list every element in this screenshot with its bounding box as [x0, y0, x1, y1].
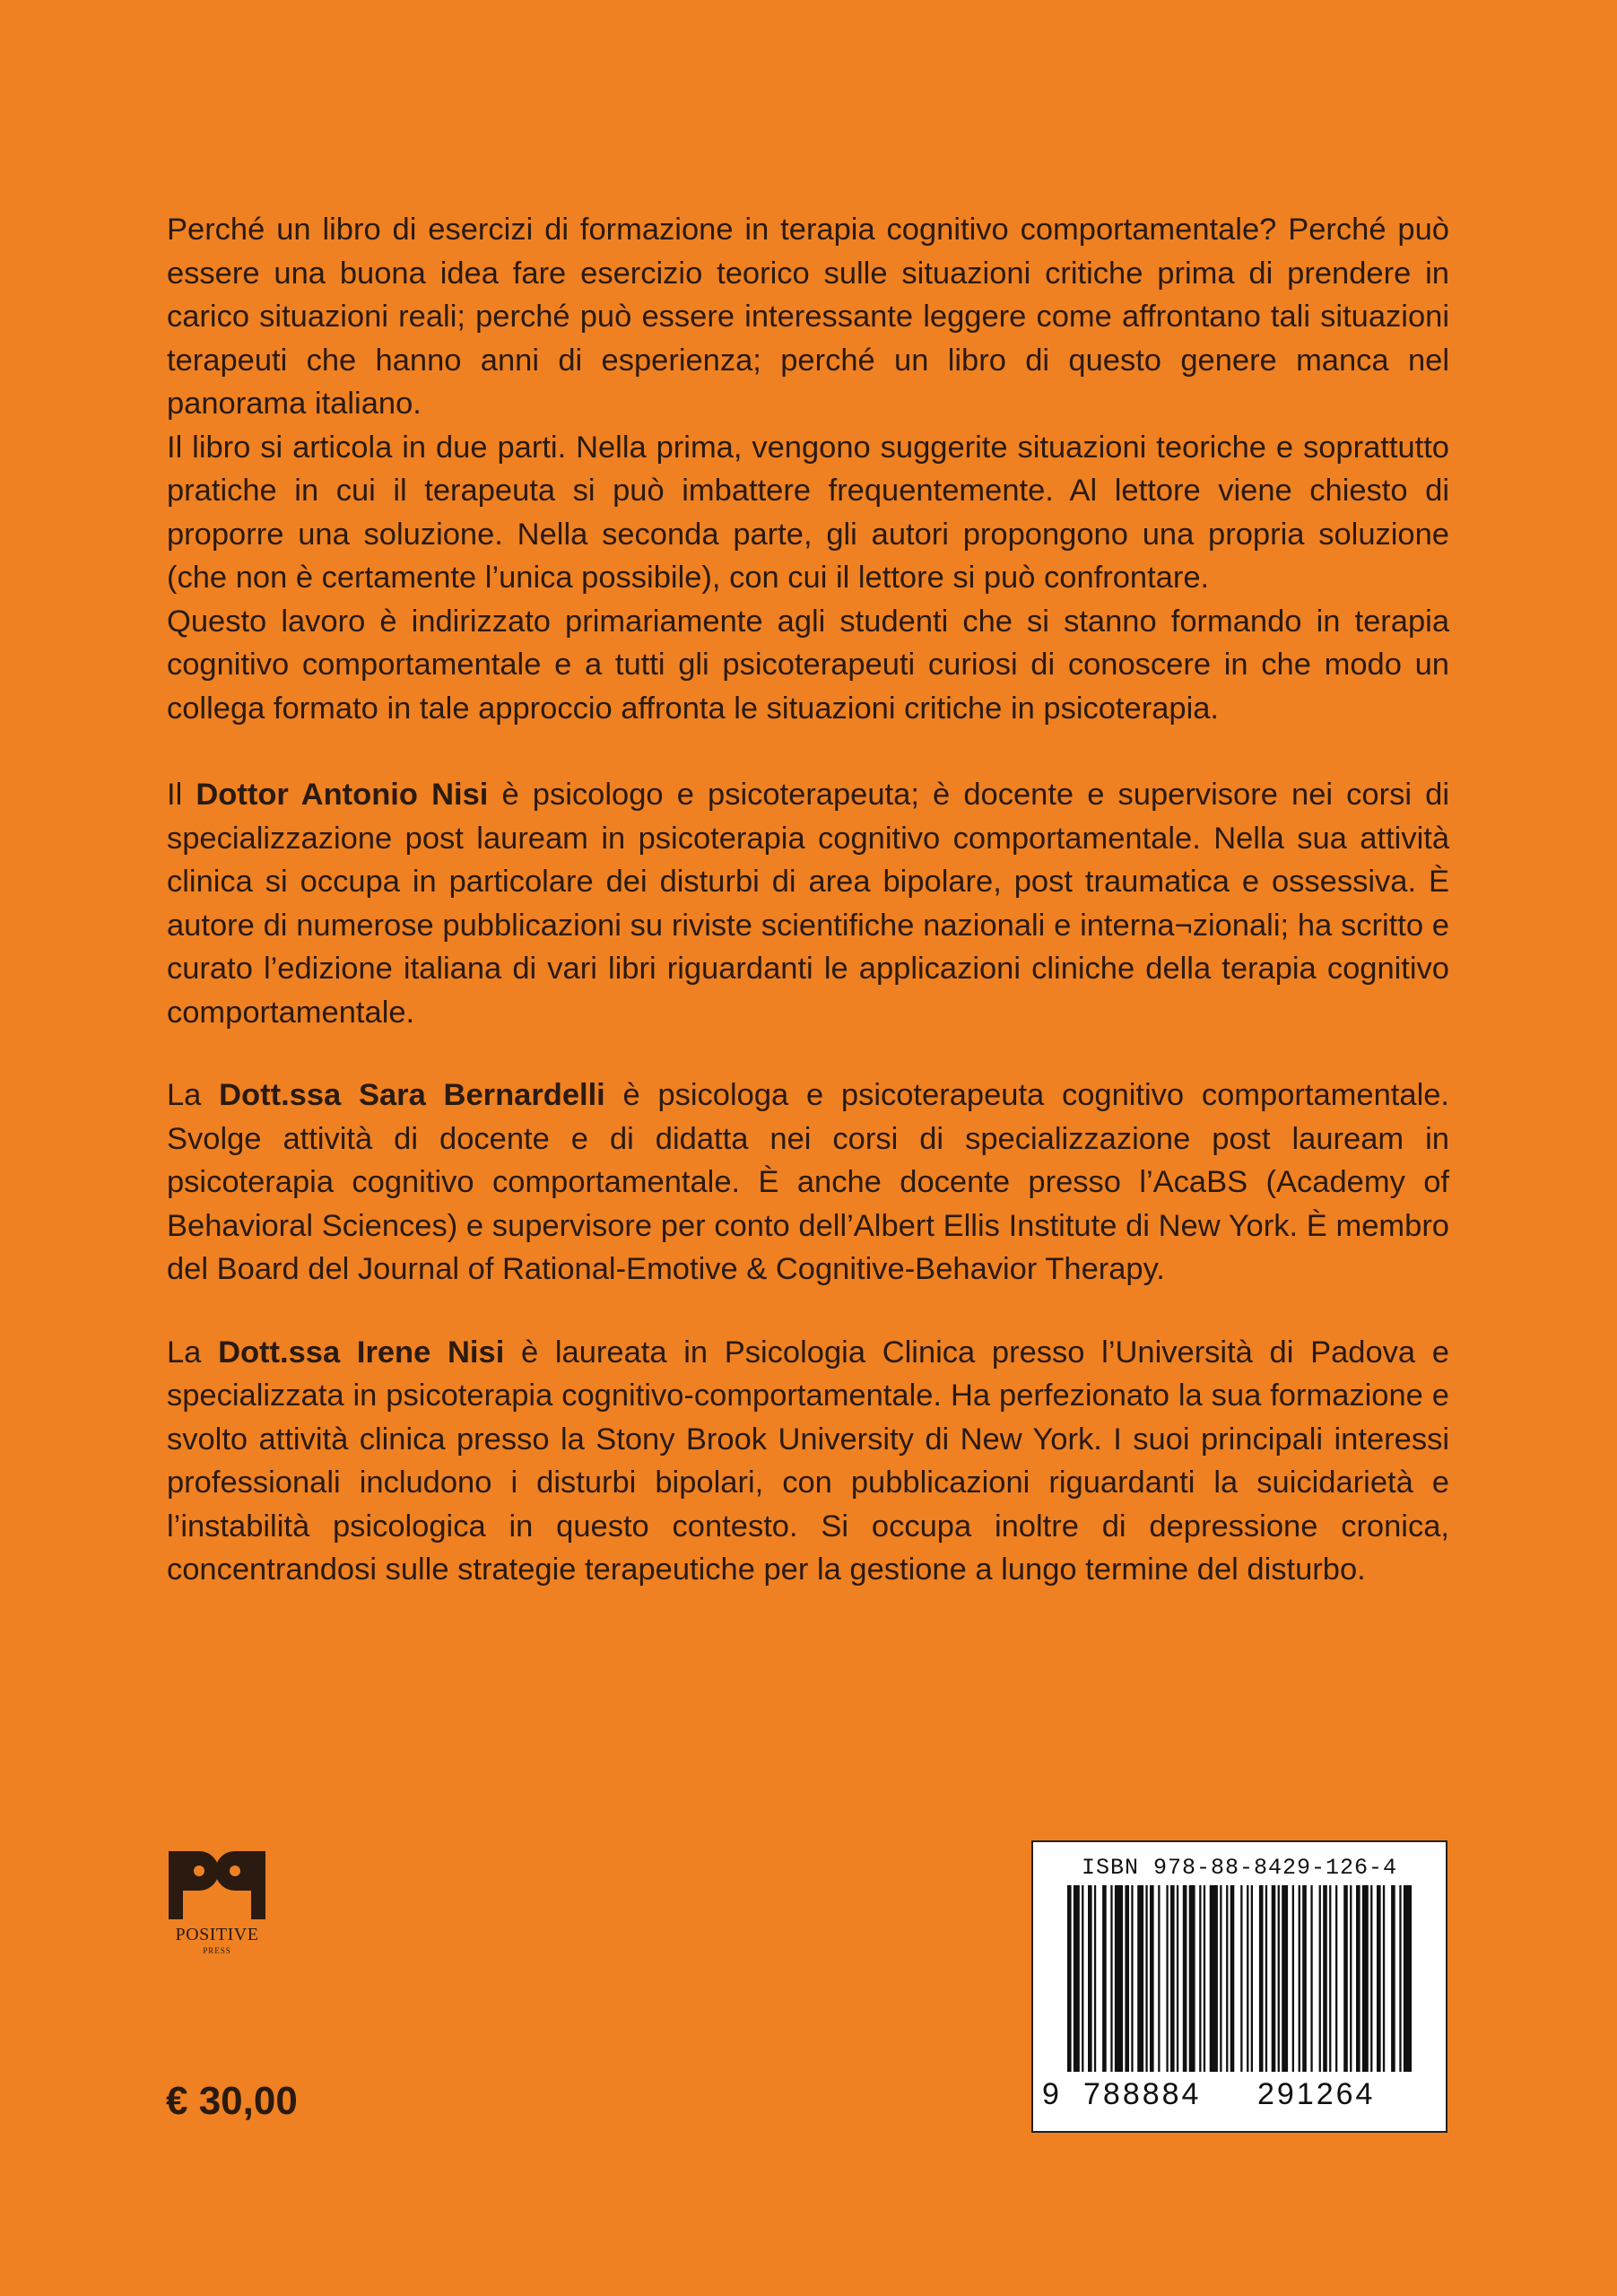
author-prefix: La: [167, 1335, 219, 1370]
barcode-bar: [1272, 1885, 1276, 2072]
barcode-bar: [1166, 1885, 1168, 2072]
barcode-bar: [1110, 1885, 1112, 2072]
barcode-bar: [1131, 1885, 1133, 2072]
barcode-bar: [1278, 1885, 1280, 2072]
barcode-bar: [1145, 1885, 1147, 2072]
author-bio-antonio-nisi: [167, 773, 1449, 1034]
author-prefix: Il: [167, 778, 196, 812]
barcode-bar: [1094, 1885, 1096, 2072]
publisher-sub: PRESS: [203, 1946, 231, 1955]
barcode-bars: [1067, 1885, 1412, 2072]
isbn-barcode: [1031, 1840, 1447, 2133]
positive-press-logo-icon: [163, 1848, 271, 1923]
barcode-bar: [1323, 1885, 1327, 2072]
barcode-bar: [1158, 1885, 1160, 2072]
barcode-bar: [1226, 1885, 1228, 2072]
barcode-bar: [1082, 1885, 1083, 2072]
author-name: Dott.ssa Irene Nisi: [218, 1335, 505, 1370]
author-prefix: La: [167, 1078, 220, 1112]
barcode-bar: [1319, 1885, 1321, 2072]
synopsis-paragraph-2: Il libro si articola in due parti. Nella prima, vengono suggerite situazioni teoriche e soprattutto pratiche in cui il terapeuta si può imbattere frequentemente. Al lettore viene chiesto di proporre una soluzione. Nella seconda parte, gli autori propongono una propria soluzione (che non è certamente l’unica possibile), con cui il lettore si può confrontare.: [167, 430, 1449, 595]
barcode-digits-right: 291264: [1257, 2077, 1376, 2111]
barcode-bar: [1137, 1885, 1143, 2072]
barcode-bar: [1329, 1885, 1331, 2072]
publisher-name: POSITIVE: [175, 1925, 259, 1944]
barcode-bar: [1125, 1885, 1129, 2072]
barcode-bar: [1251, 1885, 1253, 2072]
barcode-bar: [1204, 1885, 1205, 2072]
author-name: Dottor Antonio Nisi: [196, 778, 489, 812]
barcode-bar: [1399, 1885, 1401, 2072]
author-bio-irene-nisi: [167, 1331, 1449, 1592]
barcode-bar: [1377, 1885, 1381, 2072]
barcode-bar: [1220, 1885, 1221, 2072]
price: € 30,00: [166, 2079, 298, 2123]
barcode-bar: [1343, 1885, 1348, 2072]
barcode-digit-first: 9: [1042, 2077, 1059, 2111]
barcode-bar: [1230, 1885, 1235, 2072]
barcode-bar: [1310, 1885, 1312, 2072]
barcode-bar: [1199, 1885, 1201, 2072]
barcode-bar: [1383, 1885, 1385, 2072]
synopsis-paragraph-3: Questo lavoro è indirizzato primariamente agli studenti che si stanno formando in terapia cognitivo comportamentale e a tutti gli psicoterapeuti curiosi di conoscere in che modo un collega formato in tale approccio affronta le situazioni critiche in psicoterapia.: [167, 604, 1449, 726]
barcode-bar: [1391, 1885, 1395, 2072]
barcode-bar: [1247, 1885, 1248, 2072]
barcode-bar: [1350, 1885, 1352, 2072]
barcode-bar: [1282, 1885, 1288, 2072]
author-bio-text: è psicologo e psicoterapeuta; è docente e supervisore nei corsi di specializzazione post lauream in psicoterapia cognitivo comportamentale. Nella sua attività clinica si occupa in particolare dei disturbi di area bipolare, post traumatica e ossessiva. È autore di numerose pubblicazioni su riviste scientifiche nazionali e interna¬zionali; ha scritto e curato l’edizione italiana di vari libri riguardanti le applicazioni cliniche della terapia cognitivo comportamentale.: [167, 778, 1449, 1030]
barcode-bar: [1362, 1885, 1369, 2072]
author-bio-text: è psicologa e psicoterapeuta cognitivo comportamentale. Svolge attività di docente e di didatta nei corsi di specializzazione post lauream in psicoterapia cognitivo comportamentale. È anche docente presso l’AcaBS (Academy of Behavioral Sciences) e supervisore per conto dell’Albert Ellis Institute di New York. È membro del Board del Journal of Rational-Emotive & Cognitive-Behavior Therapy.: [167, 1078, 1450, 1286]
barcode-bar: [1088, 1885, 1092, 2072]
barcode-bar: [1210, 1885, 1218, 2072]
barcode-bar: [1067, 1885, 1072, 2072]
barcode-bar: [1335, 1885, 1337, 2072]
barcode-bar: [1265, 1885, 1267, 2072]
barcode-digits-left: 788884: [1083, 2077, 1202, 2111]
barcode-bar: [1302, 1885, 1307, 2072]
barcode-bar: [1102, 1885, 1107, 2072]
barcode-bar: [1177, 1885, 1178, 2072]
author-bio-text: è laureata in Psicologia Clinica presso l’Università di Padova e specializzata in psicoterapia cognitivo-comportamentale. Ha perfezionato la sua formazione e svolto attività clinica presso la Stony Brook University di New York. I suoi principali interessi professionali includono i disturbi bipolari, con pubblicazioni riguardanti la suicidarietà e l’instabilità psicologica in questo contesto. Si occupa inoltre di depressione cronica, concentrandosi sulle strategie terapeutiche per la gestione a lungo termine del disturbo.: [167, 1335, 1449, 1587]
barcode-bar: [1115, 1885, 1123, 2072]
barcode-bar: [1292, 1885, 1294, 2072]
synopsis-paragraph-1: Perché un libro di esercizi di formazione in terapia cognitivo comportamentale? Perché può essere una buona idea fare esercizio teorico sulle situazioni critiche prima di prendere in carico situazioni reali; perché può essere interessante leggere come affrontano tali situazioni terapeuti che hanno anni di esperienza; perché un libro di questo genere manca nel panorama italiano.: [167, 213, 1449, 421]
publisher-logo: [163, 1848, 271, 1955]
barcode-bar: [1356, 1885, 1361, 2072]
barcode-bar: [1170, 1885, 1175, 2072]
back-cover-text: [167, 208, 1449, 1592]
barcode-bar: [1299, 1885, 1300, 2072]
barcode-bar: [1259, 1885, 1264, 2072]
barcode-bar: [1150, 1885, 1154, 2072]
barcode-bar: [1240, 1885, 1242, 2072]
barcode-bar: [1404, 1885, 1412, 2072]
author-bio-sara-bernardelli: [167, 1074, 1449, 1292]
author-name: Dott.ssa Sara Bernardelli: [219, 1078, 605, 1112]
barcode-bar: [1183, 1885, 1187, 2072]
isbn-text: ISBN 978-88-8429-126-4: [1081, 1855, 1398, 1881]
barcode-bar: [1370, 1885, 1372, 2072]
barcode-bar: [1189, 1885, 1195, 2072]
barcode-bar: [1074, 1885, 1080, 2072]
